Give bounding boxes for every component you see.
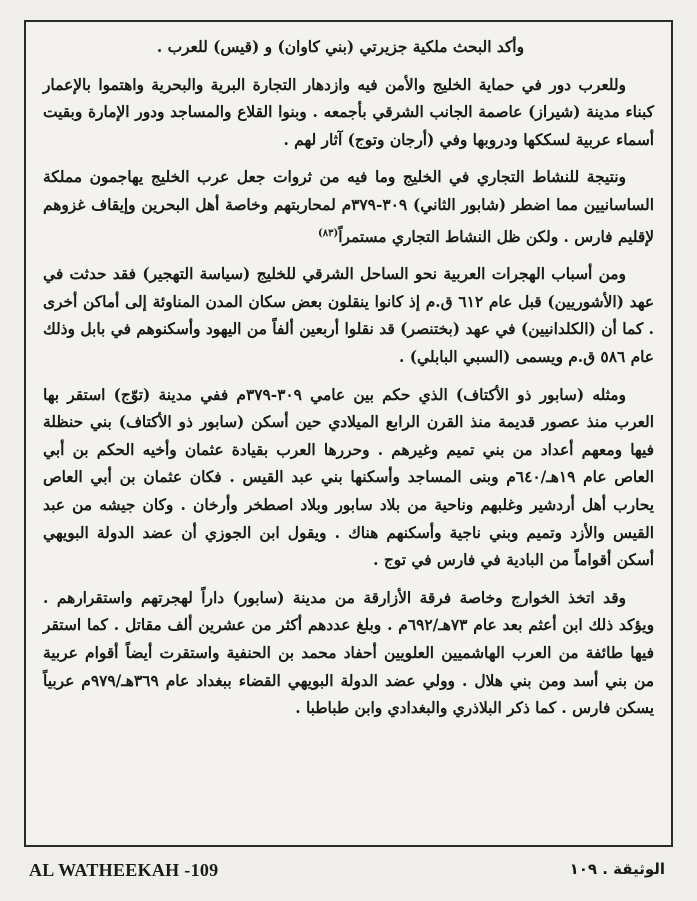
- paragraph-5: ومثله (سابور ذو الأكتاف) الذي حكم بين عامي ٣٠٩-٣٧٩م ففي مدينة (توّج) استقر بها العرب منذ عصور قديمة منذ القرن الرابع الميلادي حين أسكن (سابور ذو الأكتاف) بني حنظلة فيها ومعهم أعداد من بني تميم وغيرهم . وحررها العرب بقيادة عثمان وأخيه الحكم بن أبي العاص عام ١٩هـ/٦٤٠م وبنى المساجد وأسكنها بني عبد القيس . فكان عثمان بن أبي العاص يحارب أهل أردشير وغلبهم وناحية من بلاد سابور وبلاد اصطخر وأرخان . وكان جيشه من عبد القيس والأزد وتميم وبني ناجية وأسكنهم هناك . ويقول ابن الجوزي أن عضد الدولة البويهي أسكن أقواماً من البادية في فارس في توج .: [43, 385, 654, 570]
- footer-journal-page-arabic: الوثيقة . ١٠٩: [569, 860, 665, 878]
- paragraph-3-text: ونتيجة للنشاط التجاري في الخليج وما فيه من ثروات جعل عرب الخليج يهاجمون مملكة الساسانيين مما اضطر (شابور الثاني) ٣٠٩-٣٧٩م لمحاربتهم وخاصة أهل البحرين وإيقاف غزوهم لإقليم فارس . ولكن ظل النشاط التجاري مستمراً: [43, 168, 654, 246]
- paragraph-4: ومن أسباب الهجرات العربية نحو الساحل الشرقي للخليج (سياسة التهجير) فقد حدثت في عهد (الأشوريين) قبل عام ٦١٢ ق.م إذ كانوا ينقلون بعض سكان المدن المناوئة إلى أماكن أخرى . كما أن (الكلدانيين) في عهد (بختنصر) قد نقلوا أربعين ألفاً من اليهود وأسكنوهم في بابل وذلك عام ٥٨٦ ق.م ويسمى (السبي البابلي) .: [43, 265, 654, 367]
- paragraph-1: وأكد البحث ملكية جزيرتي (بني كاوان) و (قيس) للعرب .: [156, 38, 524, 56]
- paragraph-3: [43, 164, 654, 251]
- article-body: [43, 34, 654, 733]
- paragraph-6: وقد اتخذ الخوارج وخاصة فرقة الأزارقة من مدينة (سابور) داراً لهجرتهم واستقرارهم . ويؤكد ذلك ابن أعثم بعد عام ٧٣هـ/٦٩٢م . وبلغ عددهم أكثر من عشرين ألف مقاتل . كما استقر فيها طائفة من العرب الهاشميين العلويين أحفاد محمد بن الحنفية واستقرت أيضاً أقوام عربية من بني أسد ومن بني هلال . وولي عضد الدولة البويهي القضاء ببغداد عام ٣٦٩هـ/٩٧٩م عربياً يسكن فارس . كما ذكر البلاذري والبغدادي وابن طباطبا .: [43, 588, 655, 718]
- footnote-reference: (٨٣): [318, 227, 339, 239]
- page-footer: [0, 860, 697, 886]
- footer-journal-page-latin: AL WATHEEKAH -109: [29, 860, 219, 880]
- paragraph-2: وللعرب دور في حماية الخليج والأمن فيه وازدهار التجارة البرية والبحرية واهتموا بالإعمار كبناء مدينة (شيراز) عاصمة الجانب الشرقي بأجمعه . وبنوا القلاع والمساجد ودور الإمارة وبقيت أسماء عربية لسككها ودروبها وفي (أرجان وتوج) آثار لهم .: [43, 75, 654, 149]
